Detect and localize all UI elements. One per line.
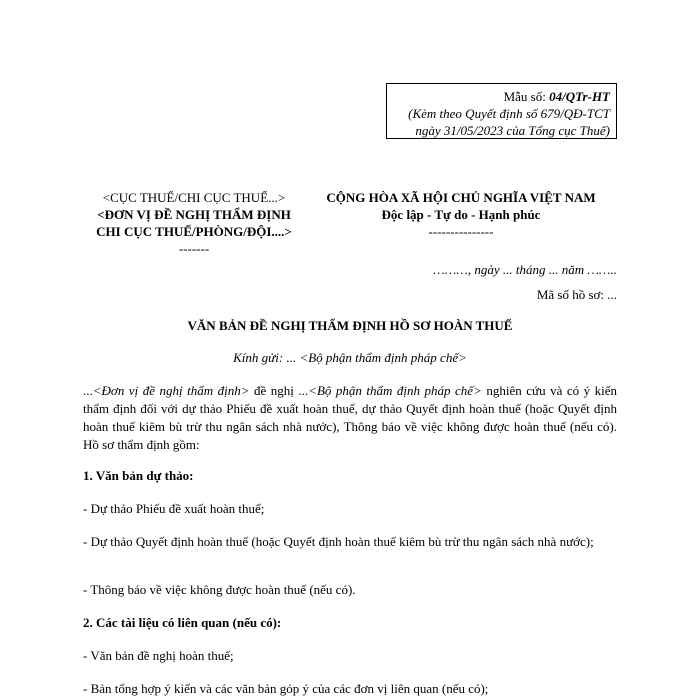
recipient-label: Kính gửi: ... [233,350,300,365]
intro-part1: ... [83,383,93,398]
intro-part2: đề nghị ... [249,383,309,398]
place-date-line: ………, ngày ... tháng ... năm …….. [433,262,617,277]
agency-name: <CỤC THUẾ/CHI CỤC THUẾ...> [102,190,286,205]
intro-legal: <Bộ phận thẩm định pháp chế> [308,383,482,398]
form-code-value: 04/QTr-HT [549,89,610,104]
recipient-line [83,350,617,366]
agency-header [83,189,305,257]
intro-part3: nghiên cứu và có ý kiến thẩm định đối với dự thảo Phiếu đề xuất hoàn thuế, dự thảo Quyết định hoàn thuế (hoặc Quyết định hoàn thuế kiêm bù trừ thu ngân sách nhà nước), Thông báo về việc không được hoàn thuế (nếu có). Hồ sơ thẩm định gồm: [83,383,618,452]
requesting-unit-line1: <ĐƠN VỊ ĐỀ NGHỊ THẨM ĐỊNH [97,207,291,222]
recipient-target: <Bộ phận thẩm định pháp chế> [299,350,467,365]
form-code-label: Mẫu số: [503,89,550,104]
section2-item-1: - Văn bản đề nghị hoàn thuế; [83,648,234,663]
section1-item-1: - Dự thảo Phiếu đề xuất hoàn thuế; [83,501,265,516]
document-title: VĂN BẢN ĐỀ NGHỊ THẨM ĐỊNH HỒ SƠ HOÀN THUẾ [187,318,513,333]
national-header [312,189,610,240]
intro-paragraph [83,382,617,454]
section2-heading: 2. Các tài liệu có liên quan (nếu có): [83,615,282,630]
form-number-box [386,83,617,139]
national-underline: --------------- [428,224,494,239]
section1-item-2: - Dự thảo Quyết định hoàn thuế (hoặc Quyết định hoàn thuế kiêm bù trừ thu ngân sách nhà nước); [83,534,594,549]
form-decision-date: ngày 31/05/2023 của Tổng cục Thuế) [415,123,610,138]
form-code-line [387,88,610,105]
section2-item-2: - Bản tổng hợp ý kiến và các văn bản góp ý của các đơn vị liên quan (nếu có); [83,681,489,696]
form-decision-line: (Kèm theo Quyết định số 679/QĐ-TCT [408,106,610,121]
section1-item-3: - Thông báo về việc không được hoàn thuế (nếu có). [83,582,356,597]
agency-underline: ------- [178,241,210,256]
dossier-number: Mã số hồ sơ: ... [536,287,617,302]
section1-heading: 1. Văn bản dự thảo: [83,468,194,483]
national-title: CỘNG HÒA XÃ HỘI CHỦ NGHĨA VIỆT NAM [326,190,596,205]
national-motto: Độc lập - Tự do - Hạnh phúc [381,207,541,222]
requesting-unit-line2: CHI CỤC THUẾ/PHÒNG/ĐỘI....> [96,224,292,239]
intro-unit: <Đơn vị đề nghị thẩm định> [92,383,250,398]
